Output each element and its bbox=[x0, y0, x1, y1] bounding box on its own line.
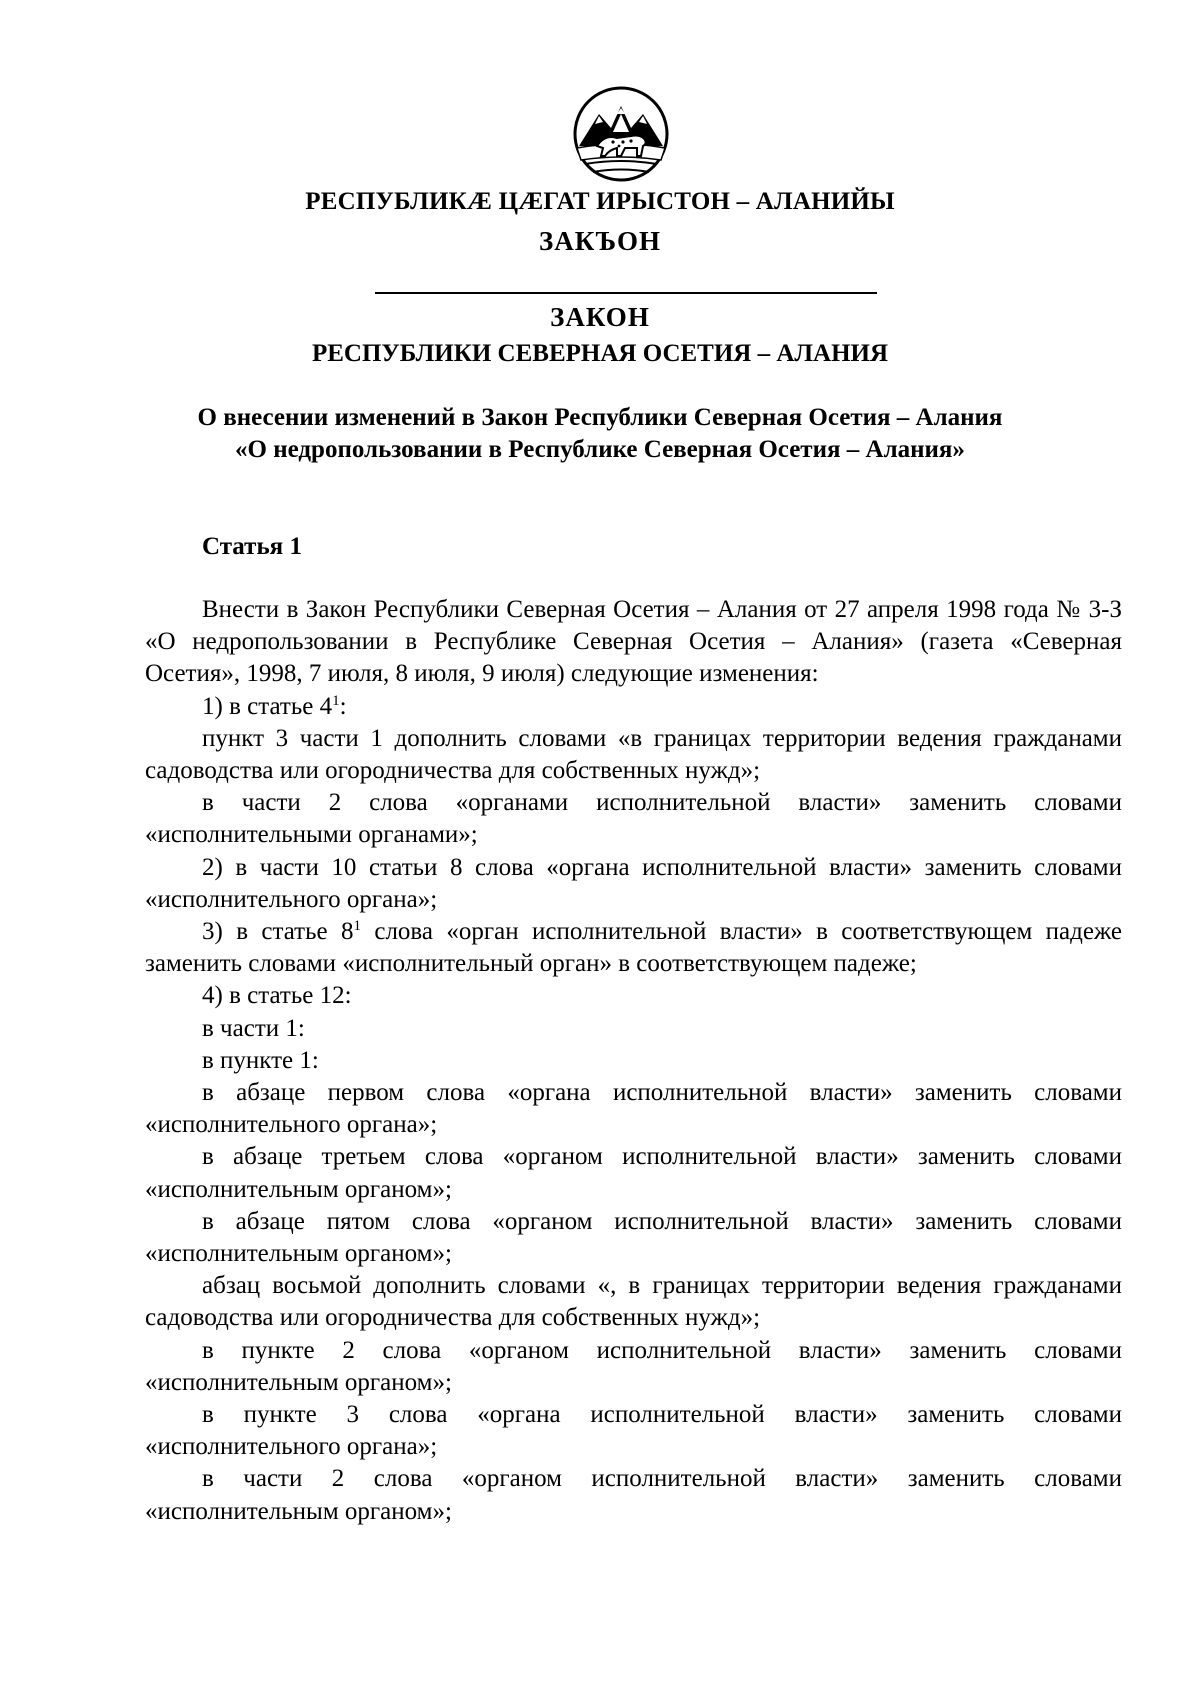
header-divider bbox=[375, 292, 877, 294]
item-3-rest: слова «орган исполнительной власти» в соответствующем падеже заменить словами «исполнительный орган» в соответствующем падеже; bbox=[145, 918, 1123, 978]
superscript: 1 bbox=[332, 692, 340, 709]
article-body bbox=[145, 594, 1122, 1528]
item-3-text: 3) в статье 8 bbox=[202, 918, 354, 946]
document-title-line-1: О внесении изменений в Закон Республики Северная Осетия – Алания bbox=[197, 404, 1003, 431]
item-1 bbox=[145, 691, 1122, 723]
republic-heading: РЕСПУБЛИКИ СЕВЕРНАЯ ОСЕТИЯ – АЛАНИЯ bbox=[311, 340, 889, 367]
law-heading: ЗАКОН bbox=[550, 302, 650, 332]
paragraph: пункт 3 части 1 дополнить словами «в границах территории ведения гражданами садоводства или огородничества для собственных нужд»; bbox=[145, 724, 1122, 785]
paragraph: в пункте 2 слова «органом исполнительной власти» заменить словами «исполнительным органом»; bbox=[145, 1336, 1122, 1396]
item-1-colon: : bbox=[339, 692, 347, 720]
paragraph: в абзаце третьем слова «органом исполнительной власти» заменить словами «исполнительным органом»; bbox=[145, 1143, 1122, 1203]
item-3 bbox=[145, 916, 1122, 980]
item-1-text: 1) в статье 4 bbox=[202, 692, 333, 720]
paragraph: в абзаце пятом слова «органом исполнительной власти» заменить словами «исполнительным органом»; bbox=[145, 1207, 1122, 1268]
paragraph: абзац восьмой дополнить словами «, в границах территории ведения гражданами садоводства или огородничества для собственных нужд»; bbox=[145, 1272, 1122, 1332]
article-heading: Статья 1 bbox=[202, 533, 302, 560]
paragraph: в части 2 слова «органами исполнительной власти» заменить словами «исполнительными органами»; bbox=[145, 789, 1122, 849]
item-2: 2) в части 10 статьи 8 слова «органа исполнительной власти» заменить словами «исполнительного органа»; bbox=[145, 853, 1122, 913]
paragraph: в части 1: bbox=[202, 1014, 305, 1042]
superscript: 1 bbox=[353, 918, 361, 935]
item-4: 4) в статье 12: bbox=[202, 982, 352, 1010]
ossetian-law-heading: ЗАКЪОН bbox=[539, 226, 661, 256]
document-title-line-2: «О недропользовании в Республике Северная Осетия – Алания» bbox=[235, 436, 965, 463]
intro-paragraph: Внести в Закон Республики Северная Осетия – Алания от 27 апреля 1998 года № 3-З «О недропользовании в Республике Северная Осетия – Алания» (газета «Северная Осетия», 1998, 7 июля, 8 июля, 9 июля) следующие изменения: bbox=[145, 596, 1122, 688]
ossetian-republic-heading: РЕСПУБЛИКÆ ЦÆГАТ ИРЫСТОН – АЛАНИЙЫ bbox=[305, 188, 895, 215]
paragraph: в части 2 слова «органом исполнительной власти» заменить словами «исполнительным органом»; bbox=[145, 1465, 1122, 1525]
paragraph: в пункте 1: bbox=[202, 1046, 319, 1074]
paragraph: в пункте 3 слова «органа исполнительной власти» заменить словами «исполнительного органа»; bbox=[145, 1401, 1122, 1461]
coat-of-arms-icon bbox=[571, 84, 671, 184]
paragraph: в абзаце первом слова «органа исполнительной власти» заменить словами «исполнительного органа»; bbox=[145, 1079, 1122, 1139]
